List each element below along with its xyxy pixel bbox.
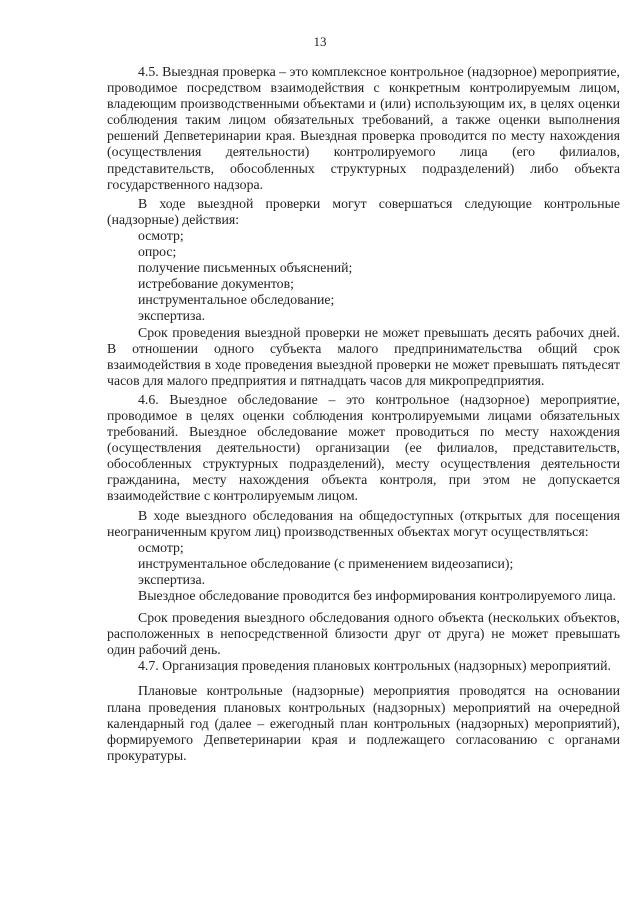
paragraph-survey-duration: Срок проведения выездного обследования одного объекта (нескольких объектов, расположенных в непосредственной близости друг от друга) не может превышать один рабочий день. — [107, 610, 620, 658]
paragraph-onsite-inspection-actions: В ходе выездной проверки могут совершаться следующие контрольные (надзорные) действия: — [107, 195, 620, 227]
list-item: осмотр; — [138, 227, 184, 243]
list-item: истребование документов; — [138, 276, 294, 292]
list-item: инструментальное обследование (с применением видеозаписи); — [138, 555, 514, 571]
list-item: инструментальное обследование; — [138, 292, 335, 308]
list-item: получение письменных объяснений; — [138, 260, 353, 276]
paragraph-4-6: 4.6. Выездное обследование – это контрольное (надзорное) мероприятие, проводимое в целях оценки соблюдения контролируемыми лицами обязательных требований. Выездное обследование может проводиться по месту нахождения (осуществления деятельности) организации (ее филиалов, представительств, обособленных структурных подразделений), месту осуществления деятельности гражданина, месту нахождения объекта контроля, при этом не допускается взаимодействие с контролируемым лицом. — [107, 391, 620, 504]
paragraph-4-7: 4.7. Организация проведения плановых контрольных (надзорных) мероприятий. — [138, 658, 611, 674]
paragraph-4-5: 4.5. Выездная проверка – это комплексное контрольное (надзорное) мероприятие, проводимое посредством взаимодействия с конкретным контролируемым лицом, владеющим производственными объектами и (или) использующим их, в целях оценки соблюдения таким лицом обязательных требований, а также оценки выполнения решений Депветеринарии края. Выездная проверка проводится по месту нахождения (осуществления деятельности) контролируемого лица (его филиалов, представительств, обособленных структурных подразделений) либо объекта государственного надзора. — [107, 64, 620, 192]
paragraph-survey-actions: В ходе выездного обследования на общедоступных (открытых для посещения неограниченным кругом лиц) производственных объектах могут осуществляться: — [107, 507, 620, 539]
list-item: осмотр; — [138, 539, 184, 555]
paragraph-planned-events: Плановые контрольные (надзорные) мероприятия проводятся на основании плана проведения плановых контрольных (надзорных) мероприятий на очередной календарный год (далее – ежегодный план контрольных (надзорных) мероприятий), формируемого Депветеринарии края и подлежащего согласованию с органами прокуратуры. — [107, 683, 620, 763]
list-item: экспертиза. — [138, 571, 206, 587]
list-item: экспертиза. — [138, 308, 206, 324]
list-item: опрос; — [138, 244, 177, 260]
paragraph-inspection-duration: Срок проведения выездной проверки не может превышать десять рабочих дней. В отношении одного субъекта малого предпринимательства общий срок взаимодействия в ходе проведения выездной проверки не может превышать пятьдесят часов для малого предприятия и пятнадцать часов для микропредприятия. — [107, 324, 620, 388]
document-body — [107, 64, 620, 764]
page-number: 13 — [313, 34, 327, 49]
paragraph-survey-no-notice: Выездное обследование проводится без информирования контролируемого лица. — [138, 588, 616, 603]
